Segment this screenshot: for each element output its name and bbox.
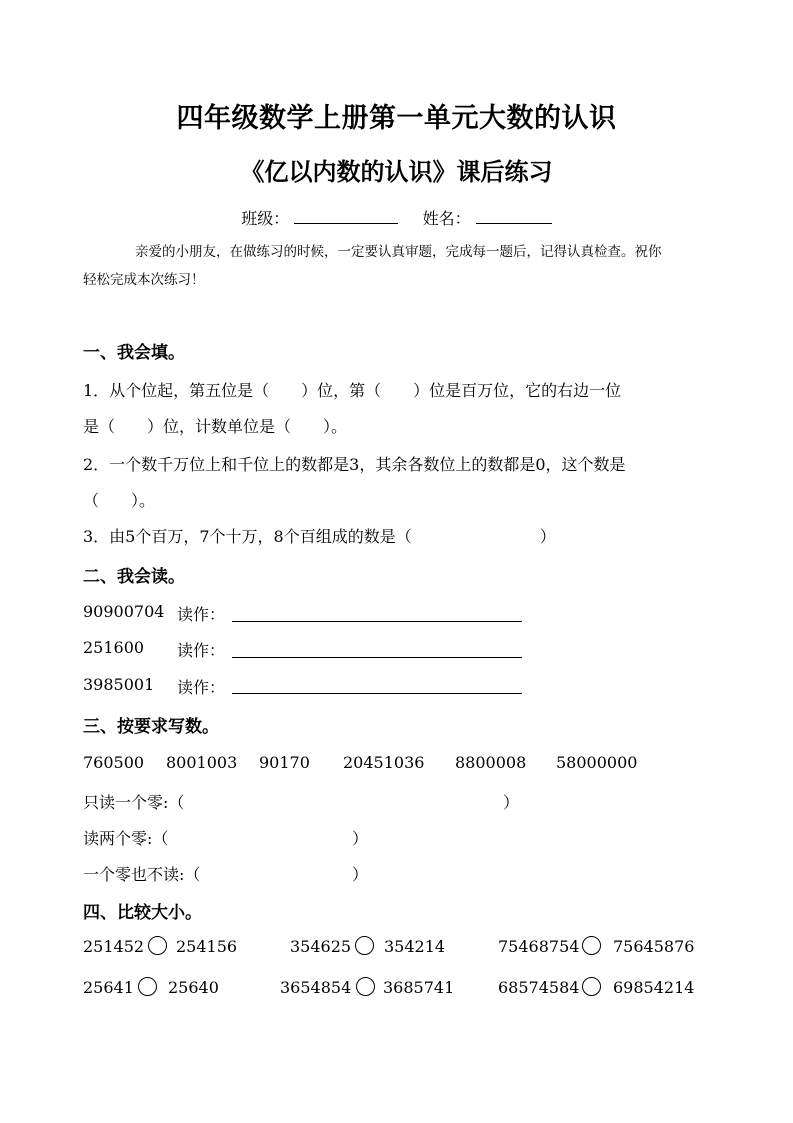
compare-right-number: 69854214	[613, 978, 695, 997]
write-number: 760500	[83, 753, 145, 772]
intro-text-line1: 亲爱的小朋友，在做练习的时候，一定要认真审题，完成每一题后，记得认真检查。祝你	[135, 244, 662, 260]
one-zero-label: 只读一个零:（	[83, 793, 185, 812]
section1-heading: 一、我会填。	[83, 343, 185, 363]
class-label: 班级：	[241, 209, 290, 228]
section3-heading: 三、按要求写数。	[83, 717, 219, 737]
close-paren: ）	[352, 829, 369, 848]
compare-right-number: 254156	[176, 937, 238, 956]
class-field[interactable]	[294, 208, 398, 224]
section4-heading: 四、比较大小。	[83, 903, 202, 923]
compare-right-number: 3685741	[383, 978, 455, 997]
write-number: 20451036	[343, 753, 425, 772]
read-label: 读作：	[177, 641, 226, 660]
read-number: 251600	[83, 638, 145, 657]
no-zero-label: 一个零也不读:（	[83, 865, 201, 884]
page-subtitle: 《亿以内数的认识》课后练习	[240, 158, 553, 186]
compare-left-number: 25641	[83, 978, 134, 997]
compare-circle[interactable]	[582, 977, 601, 996]
question2-line1: 2．一个数千万位上和千位上的数都是3，其余各数位上的数都是0，这个数是	[83, 455, 626, 474]
intro-text-line2: 轻松完成本次练习！	[83, 272, 205, 288]
read-label: 读作：	[177, 678, 226, 697]
read-answer-line[interactable]	[232, 693, 522, 694]
compare-circle[interactable]	[582, 936, 601, 955]
two-zero-label: 读两个零:（	[83, 829, 169, 848]
compare-circle[interactable]	[356, 977, 375, 996]
close-paren: ）	[352, 865, 369, 884]
compare-circle[interactable]	[148, 936, 167, 955]
question1-line2: 是（ ）位，计数单位是（ ）。	[83, 417, 348, 436]
compare-left-number: 354625	[290, 937, 352, 956]
compare-right-number: 75645876	[613, 937, 695, 956]
read-answer-line[interactable]	[232, 657, 522, 658]
write-number: 8800008	[455, 753, 527, 772]
question2-line2: （ ）。	[83, 491, 156, 510]
compare-left-number: 68574584	[498, 978, 580, 997]
question1-line1: 1．从个位起，第五位是（ ）位，第（ ）位是百万位，它的右边一位	[83, 381, 622, 400]
name-label: 姓名：	[422, 209, 471, 228]
close-paren: ）	[503, 793, 520, 812]
student-info-row	[0, 206, 793, 229]
question3: 3．由5个百万，7个十万，8个百组成的数是（ ）	[83, 527, 556, 546]
page-title: 四年级数学上册第一单元大数的认识	[176, 103, 617, 134]
name-field[interactable]	[476, 208, 552, 224]
compare-right-number: 354214	[384, 937, 446, 956]
write-number: 8001003	[166, 753, 238, 772]
compare-right-number: 25640	[168, 978, 219, 997]
compare-left-number: 75468754	[498, 937, 580, 956]
write-number: 58000000	[556, 753, 638, 772]
read-number: 90900704	[83, 602, 165, 621]
compare-circle[interactable]	[355, 936, 374, 955]
write-number: 90170	[259, 753, 310, 772]
read-answer-line[interactable]	[232, 621, 522, 622]
read-label: 读作：	[177, 605, 226, 624]
compare-left-number: 251452	[83, 937, 145, 956]
compare-left-number: 3654854	[280, 978, 352, 997]
compare-circle[interactable]	[138, 977, 157, 996]
read-number: 3985001	[83, 675, 155, 694]
section2-heading: 二、我会读。	[83, 567, 185, 587]
